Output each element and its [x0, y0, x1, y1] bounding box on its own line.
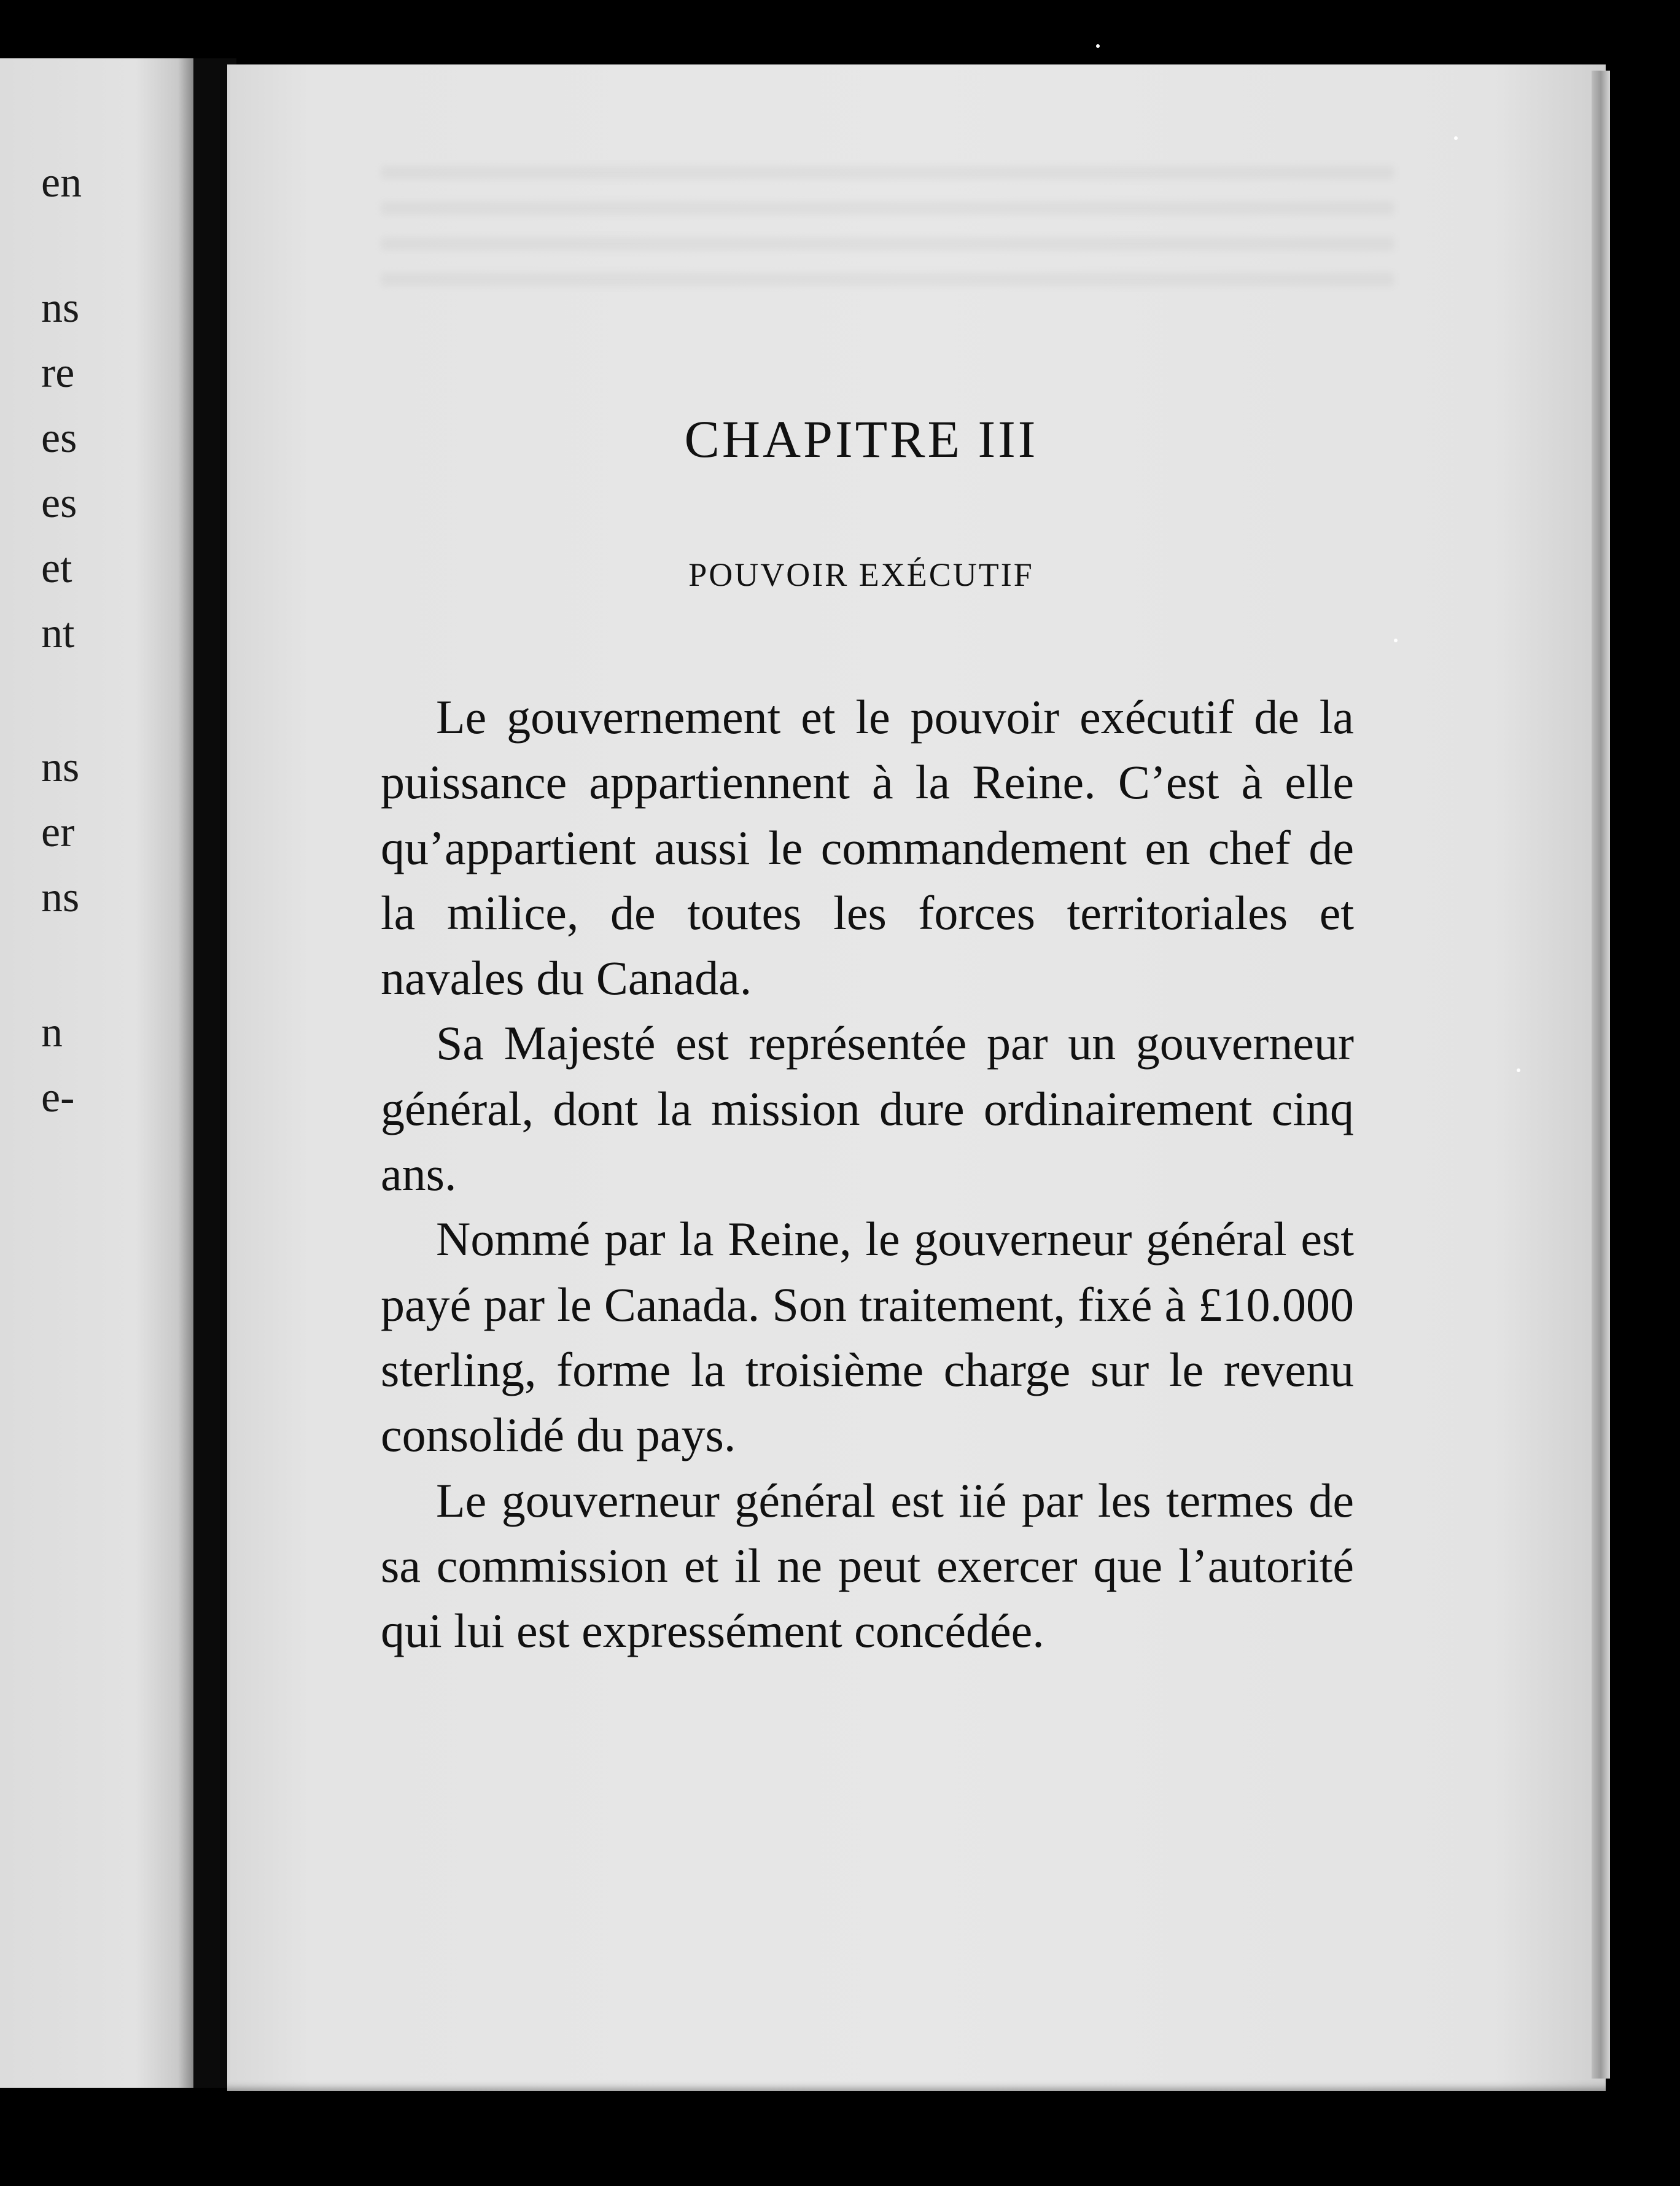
- facing-page-line-fragment: et: [41, 545, 72, 592]
- facing-page-left: [0, 58, 193, 2088]
- section-heading: POUVOIR EXÉCUTIF: [688, 556, 1034, 593]
- facing-page-line-fragment: es: [41, 414, 77, 462]
- facing-page-text-fragments: [0, 58, 193, 2088]
- body-paragraph: Sa Majesté est représentée par un gouverneur général, dont la mission dure ordinairement cinq ans.: [381, 1016, 1354, 1201]
- facing-page-line-fragment: en: [41, 159, 82, 206]
- chapter-heading: CHAPITRE III: [684, 410, 1038, 469]
- body-paragraph: Nommé par la Reine, le gouverneur général est payé par le Canada. Son traitement, fixé à £10.000 sterling, forme la troisième charge sur le revenu consolidé du pays.: [381, 1212, 1354, 1462]
- facing-page-line-fragment: es: [41, 480, 77, 527]
- facing-page-line-fragment: n: [41, 1009, 63, 1056]
- facing-page-line-fragment: er: [41, 809, 75, 856]
- show-through-ink: [381, 166, 1394, 307]
- scan-speck: [1517, 1068, 1520, 1072]
- scan-speck: [1454, 136, 1458, 140]
- chapter-body: [381, 685, 1354, 1663]
- scan-speck: [1394, 639, 1398, 642]
- page-edge-stack: [1592, 71, 1610, 2079]
- body-paragraph: Le gouverneur général est iié par les termes de sa commission et il ne peut exercer que l’autorité qui lui est expressément concédée.: [381, 1473, 1354, 1658]
- facing-page-line-fragment: nt: [41, 610, 75, 657]
- scan-speck: [1096, 44, 1100, 48]
- facing-page-line-fragment: ns: [41, 874, 80, 921]
- facing-page-line-fragment: ns: [41, 744, 80, 791]
- facing-page-line-fragment: re: [41, 349, 75, 397]
- facing-page-line-fragment: ns: [41, 284, 80, 332]
- facing-page-line-fragment: e-: [41, 1074, 75, 1121]
- body-paragraph: Le gouvernement et le pouvoir exécutif de la puissance appartiennent à la Reine. C’est à elle qu’appartient aussi le commandement en chef de la milice, de toutes les forces territoriales et navales du Canada.: [381, 690, 1354, 1005]
